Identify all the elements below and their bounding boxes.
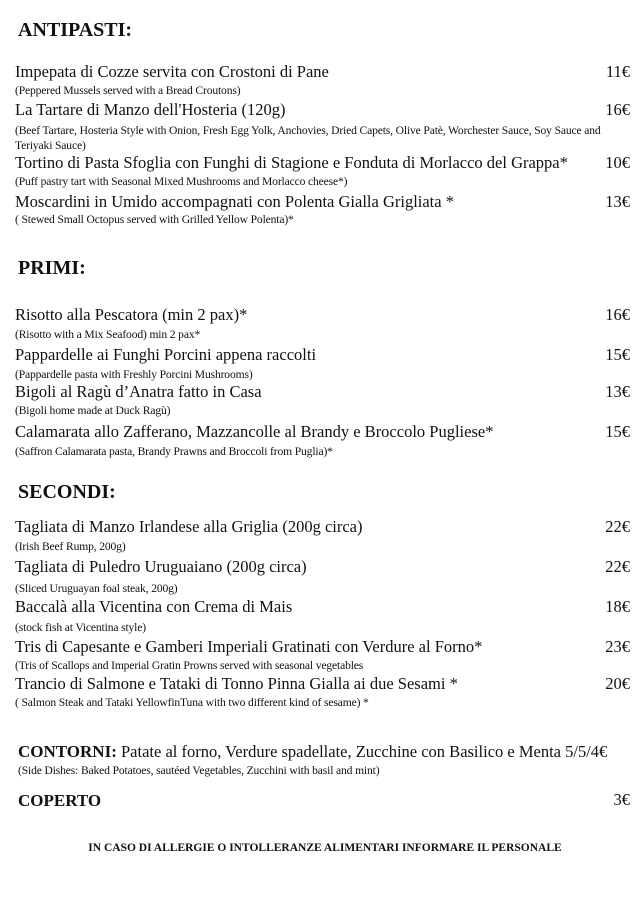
menu-item-price: 15€	[605, 345, 630, 364]
menu-item-description: (Saffron Calamarata pasta, Brandy Prawns and Broccoli from Puglia)*	[15, 445, 333, 458]
menu-item-description: (Beef Tartare, Hosteria Style with Onion, Fresh Egg Yolk, Anchovies, Dried Capets, Olive Patè, Worchester Sauce, Soy Sauce and Teriyaki Sauce)	[15, 124, 601, 152]
menu-item-description: ( Salmon Steak and Tataki YellowfinTuna with two different kind of sesame) *	[15, 696, 369, 709]
menu-item-name: Trancio di Salmone e Tataki di Tonno Pinna Gialla ai due Sesami *	[15, 674, 458, 693]
menu-item-price: 22€	[605, 517, 630, 536]
menu-item-description: (Sliced Uruguayan foal steak, 200g)	[15, 582, 178, 595]
menu-item-price: 20€	[605, 674, 630, 693]
menu-item-name: Bigoli al Ragù d’Anatra fatto in Casa	[15, 382, 262, 401]
contorni-line	[18, 742, 607, 762]
menu-item-description: (Pappardelle pasta with Freshly Porcini Mushrooms)	[15, 368, 253, 381]
menu-item-price: 10€	[605, 153, 630, 172]
menu-item-price: 23€	[605, 637, 630, 656]
menu-item-price: 22€	[605, 557, 630, 576]
menu-item-name: Risotto alla Pescatora (min 2 pax)*	[15, 305, 248, 324]
menu-item-description: (Peppered Mussels served with a Bread Croutons)	[15, 84, 241, 97]
menu-item-price: 13€	[605, 382, 630, 401]
contorni-description: (Side Dishes: Baked Potatoes, sautéed Vegetables, Zucchini with basil and mint)	[18, 764, 380, 777]
contorni-label: CONTORNI:	[18, 742, 117, 761]
menu-item-name: Tris di Capesante e Gamberi Imperiali Gratinati con Verdure al Forno*	[15, 637, 483, 656]
menu-item-name: Calamarata allo Zafferano, Mazzancolle al Brandy e Broccolo Pugliese*	[15, 422, 494, 441]
menu-item-description: (Tris of Scallops and Imperial Gratin Prowns served with seasonal vegetables	[15, 659, 364, 672]
menu-item-price: 13€	[605, 192, 630, 211]
contorni-text: Patate al forno, Verdure spadellate, Zucchine con Basilico e Menta 5/5/4€	[116, 742, 608, 761]
menu-item-price: 16€	[605, 100, 630, 119]
coperto-label: COPERTO	[18, 791, 102, 810]
menu-item-price: 18€	[605, 597, 630, 616]
menu-item-price: 11€	[605, 62, 630, 81]
menu-item-price: 15€	[605, 422, 630, 441]
menu-item-description: ( Stewed Small Octopus served with Grilled Yellow Polenta)*	[15, 213, 294, 226]
menu-item-name: La Tartare di Manzo dell'Hosteria (120g)	[15, 100, 286, 119]
allergy-notice: IN CASO DI ALLERGIE O INTOLLERANZE ALIMENTARI INFORMARE IL PERSONALE	[88, 842, 562, 854]
section-title: PRIMI:	[18, 257, 86, 279]
menu-item-name: Tortino di Pasta Sfoglia con Funghi di Stagione e Fonduta di Morlacco del Grappa*	[15, 153, 568, 172]
menu-item-name: Pappardelle ai Funghi Porcini appena raccolti	[15, 345, 317, 364]
menu-item-name: Tagliata di Puledro Uruguaiano (200g circa)	[15, 557, 307, 576]
menu-item-name: Impepata di Cozze servita con Crostoni di Pane	[15, 62, 329, 81]
menu-item-description: (Risotto with a Mix Seafood) min 2 pax*	[15, 328, 201, 341]
menu-item-name: Baccalà alla Vicentina con Crema di Mais	[15, 597, 293, 616]
section-title: ANTIPASTI:	[18, 19, 133, 41]
menu-item-description: (Puff pastry tart with Seasonal Mixed Mushrooms and Morlacco cheese*)	[15, 175, 348, 188]
menu-item-description: (stock fish at Vicentina style)	[15, 621, 146, 634]
menu-item-name: Moscardini in Umido accompagnati con Polenta Gialla Grigliata *	[15, 192, 454, 211]
menu-item-price: 16€	[605, 305, 630, 324]
section-title: SECONDI:	[18, 481, 116, 503]
menu-item-description: (Bigoli home made at Duck Ragù)	[15, 404, 171, 417]
menu-item-name: Tagliata di Manzo Irlandese alla Griglia (200g circa)	[15, 517, 363, 536]
menu-item-description: (Irish Beef Rump, 200g)	[15, 540, 126, 553]
coperto-price: 3€	[613, 790, 630, 809]
